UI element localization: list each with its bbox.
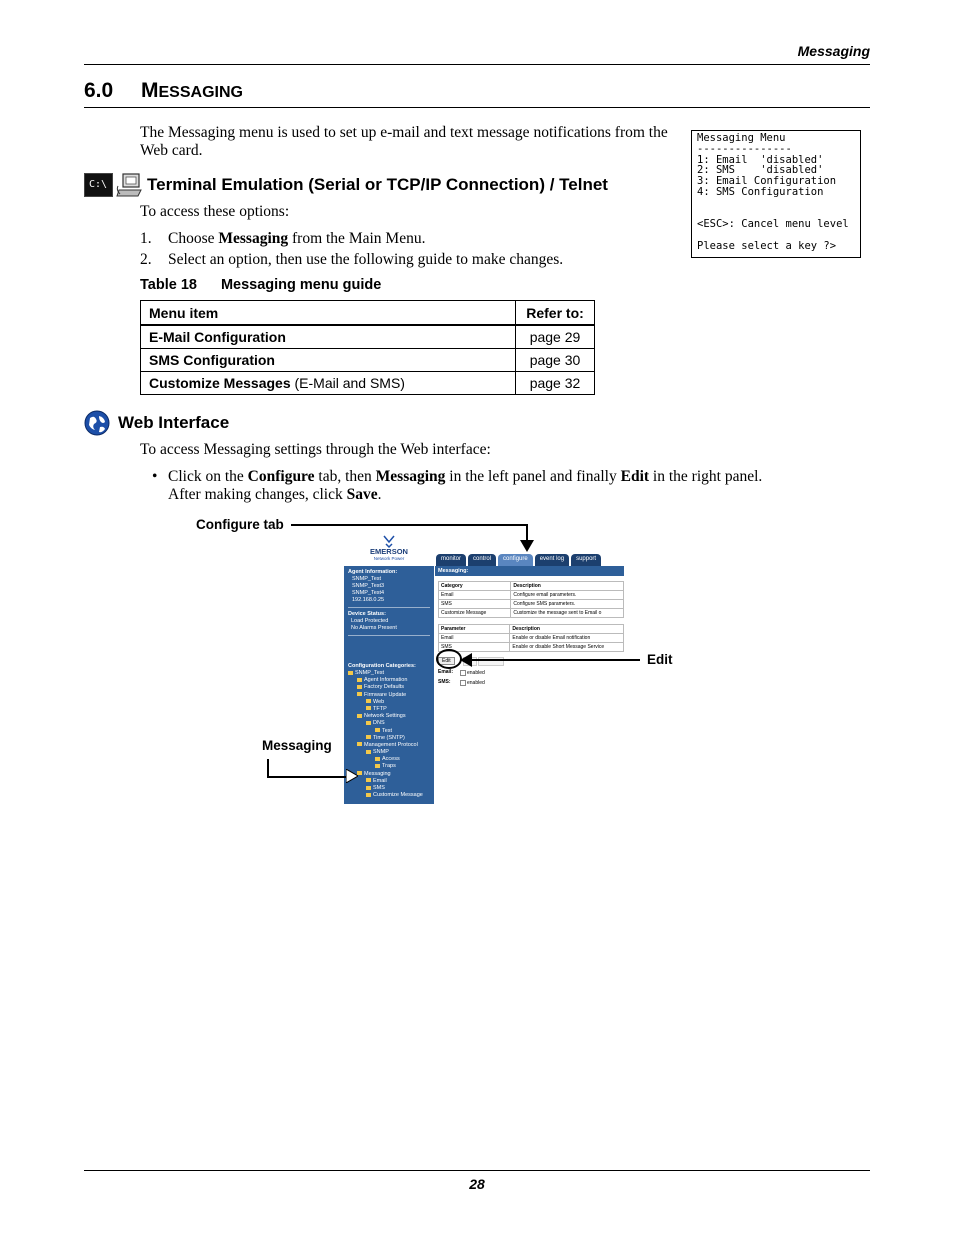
- web-bullet-line-2: After making changes, click Save.: [168, 486, 382, 503]
- callout-configure-tab: Configure tab: [196, 517, 284, 532]
- folder-icon: [357, 692, 362, 696]
- intro-paragraph: The Messaging menu is used to set up e-mail and text message notifications from the Web card.: [140, 124, 668, 159]
- web-interface-screenshot: [344, 530, 624, 804]
- left-panel: Agent Information: SNMP_Test SNMP_Test3 SNMP_Test4 192.168.0.25 Device Status: Load Protected No Alarms Present Configuration Categories: SNMP_Test Agent Information Factory Defaults Firmware Update Web TFTP Network Settings DNS Test Time (SNTP) Management Protocol SNMP Access Traps Messaging Email SMS Customize Message: [344, 566, 434, 804]
- table-caption: Table 18 Messaging menu guide: [140, 277, 382, 293]
- tab-control[interactable]: control: [468, 554, 496, 566]
- arrow-down-icon: [520, 540, 534, 552]
- terminal-line: <ESC>: Cancel menu level: [697, 218, 849, 231]
- footer-rule: [84, 1170, 870, 1171]
- agent-info-item: SNMP_Test4: [352, 590, 385, 596]
- callout-line: [291, 524, 527, 526]
- messaging-panel-title: Messaging:: [435, 566, 624, 576]
- table-row: Customize Message Customize the message sent to Email o: [439, 609, 624, 618]
- folder-icon: [366, 706, 371, 710]
- page-number: 28: [469, 1176, 485, 1192]
- tab-event-log[interactable]: event log: [535, 554, 569, 566]
- web-section-heading: Web Interface: [118, 413, 230, 432]
- folder-icon: [357, 742, 362, 746]
- table-row: SMS Configure SMS parameters.: [439, 600, 624, 609]
- tree-item[interactable]: Test: [348, 728, 430, 735]
- folder-icon: [366, 699, 371, 703]
- bullet-marker: •: [152, 468, 158, 485]
- tab-support[interactable]: support: [571, 554, 601, 566]
- table-row: SMS Enable or disable Short Message Service: [439, 643, 624, 652]
- step-2: 2. Select an option, then use the following guide to make changes.: [140, 251, 564, 268]
- edit-button[interactable]: Edit: [438, 657, 455, 665]
- category-table: [438, 581, 624, 618]
- tree-item[interactable]: SNMP_Test: [348, 670, 430, 677]
- computer-telnet-icon: [116, 172, 144, 198]
- arrow-right-icon: [346, 769, 358, 783]
- section-title: MESSAGING: [141, 79, 243, 102]
- sms-enabled-checkbox[interactable]: [460, 680, 466, 686]
- nav-tabs: [436, 554, 601, 566]
- messaging-menu-guide-table: [140, 300, 595, 395]
- email-enabled-checkbox[interactable]: [460, 670, 466, 676]
- table-row: Email Configure email parameters.: [439, 591, 624, 600]
- folder-icon: [357, 685, 362, 689]
- folder-icon: [366, 778, 371, 782]
- device-status-item: Load Protected: [351, 618, 389, 624]
- parameter-table: [438, 624, 624, 652]
- device-status-item: No Alarms Present: [351, 625, 397, 631]
- tab-configure[interactable]: configure: [498, 554, 533, 566]
- terminal-line: [697, 198, 860, 209]
- tree-item[interactable]: Agent Information: [348, 677, 430, 684]
- emerson-logo: EMERSON Network Power: [344, 530, 434, 567]
- agent-info-item: SNMP_Test: [352, 576, 382, 582]
- tree-item[interactable]: DNS: [348, 720, 430, 727]
- table-header-row: Category Description: [439, 582, 624, 591]
- col-refer-to: Refer to:: [516, 301, 595, 326]
- callout-edit: Edit: [647, 652, 673, 667]
- callout-line: [470, 659, 640, 661]
- agent-info-item: 192.168.0.25: [352, 597, 385, 603]
- terminal-line: 1: Email 'disabled': [697, 153, 824, 166]
- running-header: Messaging: [797, 43, 870, 59]
- col-menu-item: Menu item: [141, 301, 516, 326]
- tree-item[interactable]: Customize Message: [348, 792, 430, 799]
- table-header-row: [141, 301, 595, 326]
- tree-item[interactable]: Traps: [348, 763, 430, 770]
- terminal-line: 3: Email Configuration: [697, 175, 837, 188]
- tree-item[interactable]: SMS: [348, 785, 430, 792]
- header-rule: [84, 64, 870, 65]
- folder-icon: [375, 764, 380, 768]
- section-rule: [84, 107, 870, 108]
- tree-item[interactable]: Firmware Update: [348, 692, 430, 699]
- table-row: E-Mail Configuration page 29: [141, 325, 595, 349]
- folder-icon: [366, 786, 371, 790]
- section-number: 6.0: [84, 79, 114, 102]
- terminal-section-heading: Terminal Emulation (Serial or TCP/IP Connection) / Telnet: [147, 175, 608, 194]
- tree-item[interactable]: Messaging: [348, 771, 430, 778]
- folder-icon: [348, 671, 353, 675]
- folder-icon: [375, 757, 380, 761]
- globe-icon: [84, 410, 110, 436]
- folder-icon: [366, 735, 371, 739]
- terminal-menu-box: [691, 130, 861, 258]
- terminal-access-text: To access these options:: [140, 203, 290, 220]
- tree-item[interactable]: Factory Defaults: [348, 684, 430, 691]
- table-header-row: Parameter Description: [439, 625, 624, 634]
- terminal-line: Messaging Menu: [697, 132, 786, 144]
- callout-messaging: Messaging: [262, 738, 332, 753]
- folder-icon: [357, 714, 362, 718]
- tree-item[interactable]: SNMP: [348, 749, 430, 756]
- step-1: 1. Choose Messaging from the Main Menu.: [140, 230, 426, 247]
- command-prompt-icon: C:\: [84, 173, 113, 197]
- callout-line: [267, 759, 269, 777]
- tree-item[interactable]: Access: [348, 756, 430, 763]
- edit-highlight-circle: [435, 648, 463, 670]
- folder-icon: [366, 750, 371, 754]
- tree-item[interactable]: Time (SNTP): [348, 735, 430, 742]
- tree-item[interactable]: Management Protocol: [348, 742, 430, 749]
- config-tree: [348, 670, 430, 799]
- terminal-line: 4: SMS Configuration: [697, 185, 824, 198]
- web-bullet-line-1: Click on the Configure tab, then Messaging in the left panel and finally Edit in the right panel.: [168, 468, 763, 485]
- table-row: SMS Configuration page 30: [141, 349, 595, 372]
- terminal-line: Please select a key ?>: [697, 239, 837, 252]
- table-row: Customize Messages (E-Mail and SMS) page 32: [141, 372, 595, 395]
- tree-item[interactable]: Email: [348, 778, 430, 785]
- tree-item[interactable]: Web: [348, 699, 430, 706]
- callout-line: [267, 776, 347, 778]
- agent-info-item: SNMP_Test3: [352, 583, 385, 589]
- tab-monitor[interactable]: monitor: [436, 554, 466, 566]
- tree-item[interactable]: TFTP: [348, 706, 430, 713]
- terminal-line: ---------------: [697, 142, 792, 155]
- tree-item[interactable]: Network Settings: [348, 713, 430, 720]
- terminal-line: 2: SMS 'disabled': [697, 164, 824, 177]
- folder-icon: [366, 721, 371, 725]
- folder-icon: [366, 793, 371, 797]
- folder-icon: [357, 678, 362, 682]
- web-access-text: To access Messaging settings through the Web interface:: [140, 441, 491, 458]
- terminal-lines: [697, 133, 860, 252]
- right-panel: Messaging: Category Description Email Configure email parameters. SMS Configure SMS parameters. Customize Message Customize the message sent to Email o Parameter Description Email Enable or disable Email notification SMS Enable or disable Short Message Service Edit Email: enabled SMS: enabled: [435, 566, 624, 804]
- folder-icon: [375, 728, 380, 732]
- table-row: Email Enable or disable Email notification: [439, 634, 624, 643]
